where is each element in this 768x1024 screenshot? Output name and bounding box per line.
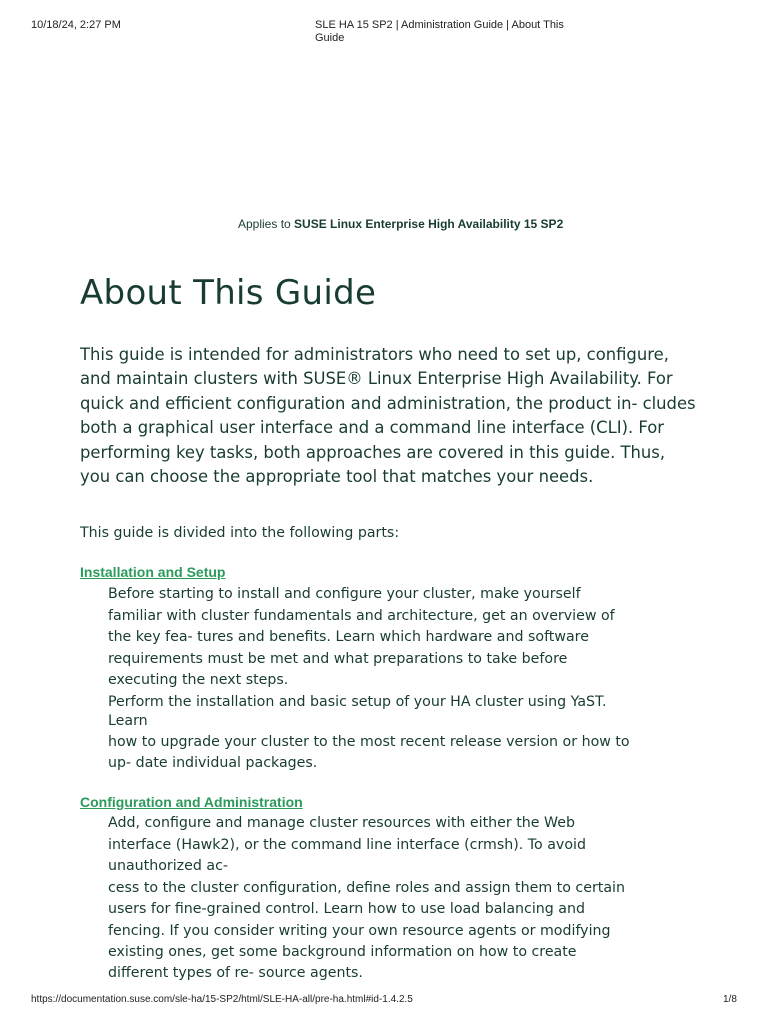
definition-line: requirements must be met and what preparations to take before — [108, 650, 568, 667]
print-header-date: 10/18/24, 2:27 PM — [31, 19, 121, 31]
definition-line: Add, configure and manage cluster resources with either the Web — [108, 815, 575, 831]
print-header-title: SLE HA 15 SP2 | Administration Guide | About This Guide — [315, 19, 564, 44]
applies-to-product: SUSE Linux Enterprise High Availability 15 SP2 — [294, 217, 564, 231]
definition-line: Perform the installation and basic setup of your HA cluster using YaST. — [108, 693, 607, 710]
definition-line: users for fine-grained control. Learn how to use load balancing and — [108, 901, 585, 917]
definition-line: unauthorized ac- — [108, 858, 228, 874]
definition-line: interface (Hawk2), or the command line interface (crmsh). To avoid — [108, 836, 586, 853]
definition-line: up- date individual packages. — [108, 755, 318, 771]
definition-line: the key fea- tures and benefits. Learn which hardware and software — [108, 629, 589, 645]
print-footer-url: https://documentation.suse.com/sle-ha/15-SP2/html/SLE-HA-all/pre-ha.html#id-1.4.2.5 — [31, 994, 413, 1005]
section-link-configuration-and-administration[interactable]: Configuration and Administration — [80, 794, 303, 810]
definition-line: cess to the cluster configuration, define roles and assign them to certain — [108, 879, 625, 896]
section-link-installation-and-setup[interactable]: Installation and Setup — [80, 564, 226, 580]
definition-line: familiar with cluster fundamentals and architecture, get an overview of — [108, 607, 615, 624]
page-title: About This Guide — [80, 273, 377, 313]
applies-to-prefix: Applies to — [238, 217, 295, 231]
definition-line: Learn — [108, 713, 148, 729]
definition-line: fencing. If you consider writing your own resource agents or modifying — [108, 922, 611, 939]
definition-line: Before starting to install and configure your cluster, make yourself — [108, 586, 581, 602]
definition-line: executing the next steps. — [108, 672, 289, 688]
applies-to-note — [238, 217, 568, 231]
definition-line: how to upgrade your cluster to the most recent release version or how to — [108, 734, 630, 750]
definition-line: different types of re- source agents. — [108, 965, 363, 981]
definition-line: existing ones, get some background information on how to create — [108, 944, 577, 960]
intro-paragraph: This guide is intended for administrators who need to set up, configure, and maintain clusters with SUSE® Linux Enterprise High Availability. For quick and efficient configuration and administration, the product in- cludes both a graphical user interface and a command line interface (CLI). For performing key tasks, both approaches are covered in this guide. Thus, you can choose the appropriate tool that matches your needs. — [80, 345, 696, 487]
print-footer-page-number: 1/8 — [723, 994, 737, 1005]
parts-lead-text: This guide is divided into the following parts: — [80, 525, 400, 541]
